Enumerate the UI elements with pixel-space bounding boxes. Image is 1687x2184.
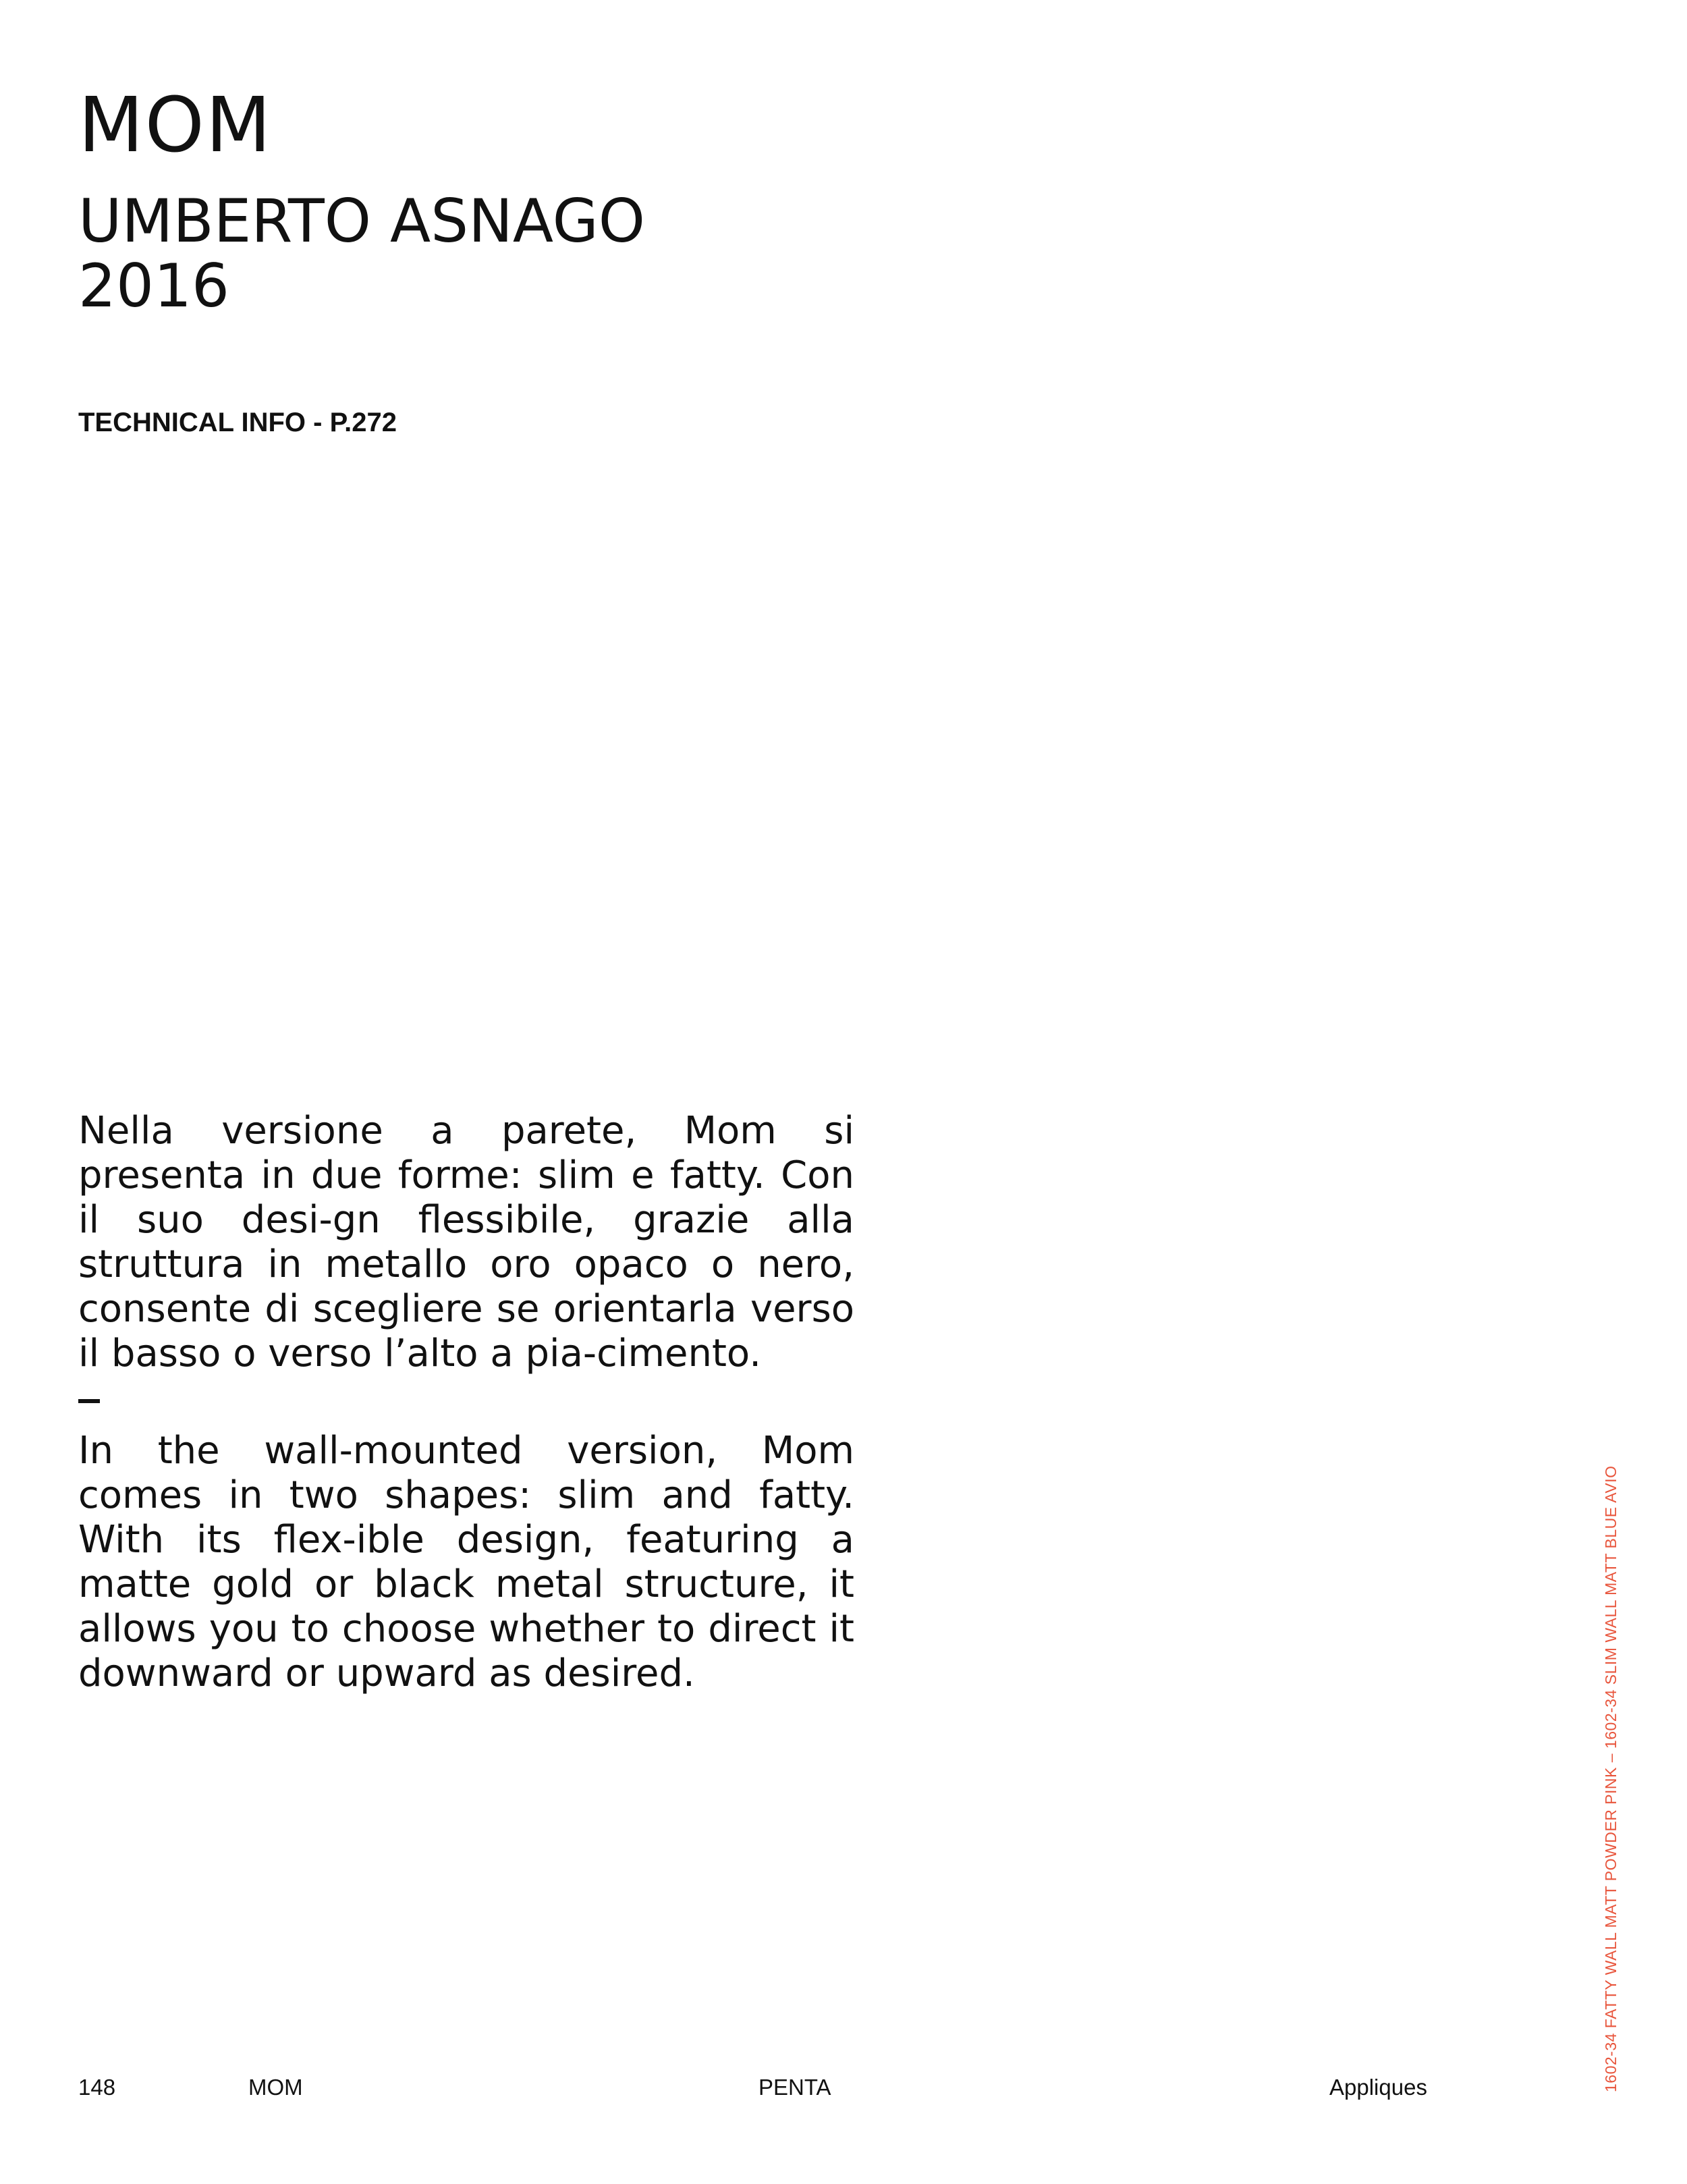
page-number: 148 [78,2075,116,2100]
description-english: In the wall-mounted version, Mom comes in two shapes: slim and fatty. With its flex-ible design, featuring a matte gold or black metal structure, it allows you to choose whether to direct it downward or upward as desired. [78,1429,854,1695]
footer-brand-name: PENTA [758,2075,831,2100]
product-title: MOM [78,82,273,169]
description-block [78,1109,854,1696]
description-italian: Nella versione a parete, Mom si presenta in due forme: slim e fatty. Con il suo desi-gn flessibile, grazie alla struttura in metallo oro opaco o nero, consente di scegliere se orientarla verso il basso o verso l’alto a pia-cimento. [78,1109,854,1375]
footer-category: Appliques [1329,2075,1427,2100]
design-year: 2016 [78,251,229,321]
footer-product-name: MOM [248,2075,303,2100]
designer-name: UMBERTO ASNAGO [78,186,646,256]
technical-info-reference: TECHNICAL INFO - P.272 [78,408,397,437]
side-product-caption: 1602-34 FATTY WALL MATT POWDER PINK – 1602-34 SLIM WALL MATT BLUE AVIO [1602,1465,1620,2092]
language-separator [78,1399,100,1403]
